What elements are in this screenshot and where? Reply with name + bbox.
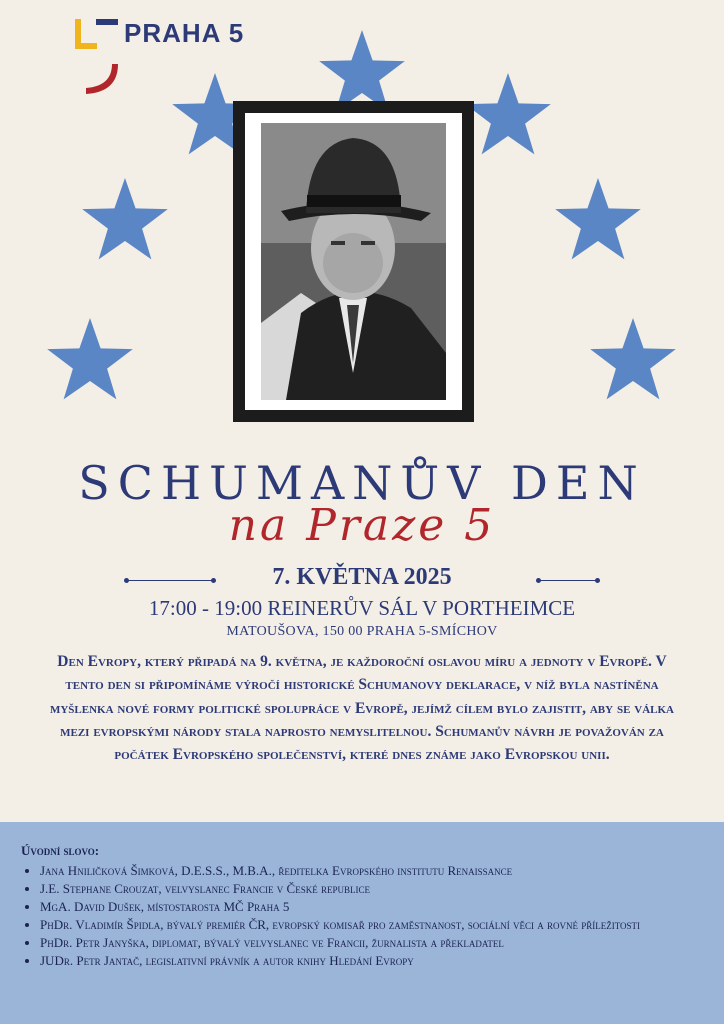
event-subtitle: na Praze 5 [228, 500, 496, 551]
event-title: SCHUMANŮV DEN [78, 456, 646, 510]
speakers-section [0, 822, 724, 1024]
eu-star-icon [555, 178, 641, 259]
portrait-frame [233, 101, 474, 422]
event-date: 7. KVĚTNA 2025 [272, 564, 452, 590]
logo-text: PRAHA 5 [124, 18, 245, 48]
eu-star-icon [465, 73, 551, 154]
eu-star-icon [82, 178, 168, 259]
portrait-photo [261, 123, 446, 400]
event-time-venue: 17:00 - 19:00 REINERŮV SÁL V PORTHEIMCE [148, 596, 576, 620]
eu-star-icon [47, 318, 133, 399]
speakers-list [26, 862, 720, 970]
list-item: • Jana Hniličková Šimková, D.E.S.S., M.B.A., ředitelka Evropského institutu Renaissance [40, 862, 720, 880]
eu-star-icon [590, 318, 676, 399]
list-item: • JUDr. Petr Jantač, legislativní právník a autor knihy Hledání Evropy [40, 952, 720, 970]
list-item: • J.E. Stephane Crouzat, velvyslanec Francie v České republice [40, 880, 720, 898]
eu-star-icon [319, 30, 405, 111]
list-item: • PhDr. Vladimír Špidla, bývalý premiér ČR, evropský komisař pro zaměstnanost, sociální věci a rovné příležitosti [40, 916, 720, 934]
list-item: • PhDr. Petr Janyška, diplomat, bývalý velvyslanec ve Francii, žurnalista a překladatel [40, 934, 720, 952]
speakers-heading: Úvodní slovo: [21, 843, 100, 858]
event-address: MATOUŠOVA, 150 00 PRAHA 5-SMÍCHOV [226, 624, 498, 639]
list-item: • MgA. David Dušek, místostarosta MČ Praha 5 [40, 898, 720, 916]
intro-paragraph: Den Evropy, který připadá na 9. května, je každoroční oslavou míru a jednoty v Evropě. V tento den si připomínáme výročí historické Schumanovy deklarace, v níž byla nastíněna myšlenka nové formy politické spolupráce v Evropě, jejímž cílem bylo zajistit, aby se válka mezi evropskými národy stala naprosto nemyslitelnou. Schumanův návrh je považován za počátek Evropského společenství, které dnes známe jako Evropskou unii. [49, 653, 675, 764]
